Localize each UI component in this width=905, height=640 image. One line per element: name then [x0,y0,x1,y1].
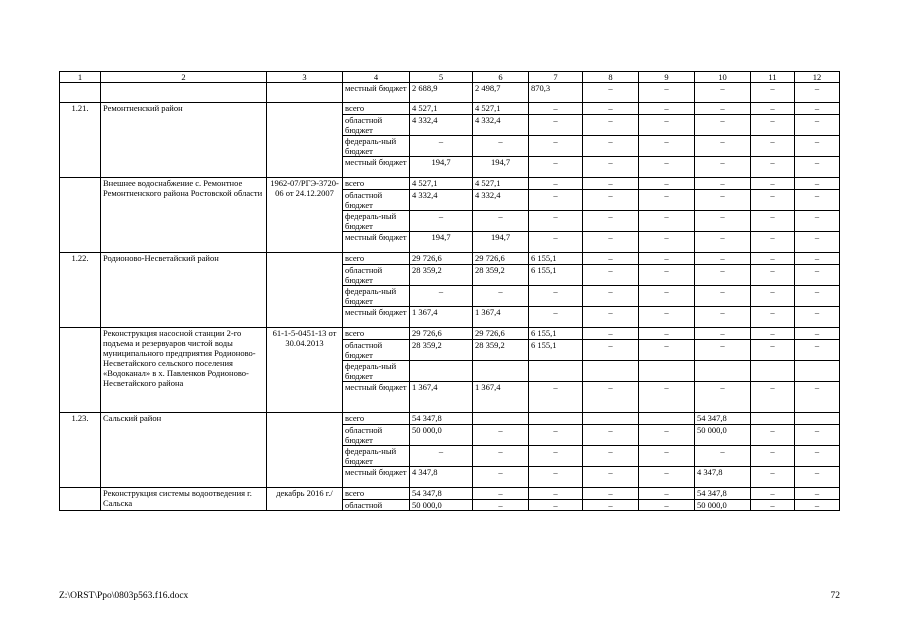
table-cell: – [695,340,751,361]
table-cell: – [529,286,583,307]
table-cell: – [583,103,639,115]
table-cell: – [795,83,840,103]
table-cell: 6 155,1 [529,340,583,361]
table-cell: – [410,446,473,467]
table-cell: 4 332,4 [410,115,473,136]
table-cell: – [583,83,639,103]
column-number: 1 [60,72,101,83]
table-cell: – [795,286,840,307]
table-cell [529,413,583,425]
table-cell: 50 000,0 [410,500,473,511]
table-cell: – [639,488,695,500]
table-cell: федераль-ный бюджет [343,361,410,382]
table-cell: – [583,178,639,190]
table-cell: местный бюджет [343,307,410,328]
table-cell [795,413,840,425]
table-cell: федераль-ный бюджет [343,446,410,467]
table-cell: Родионово-Несветайский район [101,253,267,328]
table-row [60,178,840,190]
table-cell: 194,7 [473,157,529,178]
table-cell: – [583,340,639,361]
column-number: 10 [695,72,751,83]
table-cell [267,83,343,103]
table-cell: – [795,232,840,253]
table-cell: 54 347,8 [410,413,473,425]
table-cell: 1.21. [60,103,101,178]
table-cell [60,178,101,253]
table-cell: 194,7 [410,232,473,253]
table-cell: – [795,446,840,467]
table-cell: 4 527,1 [410,103,473,115]
table-cell: – [529,115,583,136]
table-cell: – [751,328,795,340]
table-cell [60,488,101,511]
table-cell: – [751,103,795,115]
table-cell: – [795,178,840,190]
table-cell: 6 155,1 [529,253,583,265]
table-cell [410,361,473,382]
table-cell: федераль-ный бюджет [343,136,410,157]
table-cell: – [639,500,695,511]
table-cell: – [751,265,795,286]
table-cell: – [473,446,529,467]
table-cell: 1 367,4 [473,307,529,328]
table-cell: – [795,115,840,136]
table-cell: – [639,103,695,115]
table-cell: Внешнее водоснабжение с. Ремонтное Ремонтненского района Ростовской области [101,178,267,253]
table-cell [639,361,695,382]
table-cell: – [583,211,639,232]
column-number-row [60,72,840,83]
table-cell [60,328,101,413]
table-cell: – [529,232,583,253]
table-cell: – [751,286,795,307]
table-cell: – [751,425,795,446]
table-cell: – [751,136,795,157]
table-cell: – [529,425,583,446]
table-cell: – [751,253,795,265]
table-cell: – [583,136,639,157]
table-cell: – [795,136,840,157]
column-number: 7 [529,72,583,83]
table-cell: 61-1-5-0451-13 от 30.04.2013 [267,328,343,413]
table-cell: – [583,157,639,178]
table-cell: 1 367,4 [410,382,473,413]
table-cell: – [795,190,840,211]
table-cell: местный бюджет [343,83,410,103]
table-cell [583,361,639,382]
table-cell: – [583,328,639,340]
table-cell: – [795,157,840,178]
table-cell: 1 367,4 [473,382,529,413]
table-cell: – [529,178,583,190]
table-cell: 4 527,1 [473,103,529,115]
table-cell: – [529,467,583,488]
table-cell: – [751,340,795,361]
table-cell: 29 726,6 [410,253,473,265]
table-cell [473,361,529,382]
table-cell: 4 332,4 [473,115,529,136]
table-cell: 54 347,8 [695,413,751,425]
table-cell: – [695,136,751,157]
table-cell: – [583,190,639,211]
table-cell: – [473,488,529,500]
table-cell: – [583,286,639,307]
table-cell: 28 359,2 [410,340,473,361]
table-cell: – [795,500,840,511]
table-cell: – [639,136,695,157]
table-cell: 54 347,8 [410,488,473,500]
table-row [60,83,840,103]
table-cell: всего [343,178,410,190]
table-cell: федераль-ный бюджет [343,286,410,307]
table-cell [60,83,101,103]
table-cell: 4 527,1 [473,178,529,190]
table-cell: – [529,446,583,467]
table-cell: – [795,307,840,328]
table-cell: 29 726,6 [410,328,473,340]
table-cell: – [695,446,751,467]
table-cell: – [695,178,751,190]
table-cell: – [639,83,695,103]
column-number: 3 [267,72,343,83]
table-cell: – [639,265,695,286]
table-cell [751,361,795,382]
table-cell: 50 000,0 [695,500,751,511]
table-cell [529,361,583,382]
table-cell: областной бюджет [343,340,410,361]
table-cell: – [639,115,695,136]
table-cell: – [639,425,695,446]
table-cell: всего [343,103,410,115]
table-cell: – [529,500,583,511]
table-cell: 870,3 [529,83,583,103]
table-cell [267,413,343,488]
table-cell: федераль-ный бюджет [343,211,410,232]
table-cell: – [410,211,473,232]
table-row [60,413,840,425]
table-cell: – [695,103,751,115]
table-cell: 2 688,9 [410,83,473,103]
table-cell [583,413,639,425]
table-cell: – [751,500,795,511]
table-cell: – [795,328,840,340]
table-cell: 6 155,1 [529,328,583,340]
table-cell: – [529,307,583,328]
table-cell: – [583,425,639,446]
table-row [60,328,840,340]
table-cell [795,361,840,382]
page-number: 72 [830,591,840,601]
table-cell: всего [343,253,410,265]
table-cell: – [695,157,751,178]
table-cell: – [583,488,639,500]
table-cell: – [473,211,529,232]
table-cell: 1.22. [60,253,101,328]
table-cell: – [583,265,639,286]
table-cell: – [795,253,840,265]
table-cell: – [695,328,751,340]
table-cell: – [695,286,751,307]
table-cell [473,413,529,425]
table-cell: – [795,467,840,488]
table-cell: областной бюджет [343,425,410,446]
table-cell: – [639,253,695,265]
table-cell: 50 000,0 [410,425,473,446]
table-cell: 29 726,6 [473,328,529,340]
table-cell: областной бюджет [343,265,410,286]
table-cell: – [639,232,695,253]
table-cell: – [639,467,695,488]
table-cell: – [529,382,583,413]
table-cell: – [751,157,795,178]
table-cell: – [751,115,795,136]
table-cell: 28 359,2 [473,340,529,361]
table-cell: всего [343,328,410,340]
table-cell: – [695,265,751,286]
table-cell: – [751,190,795,211]
table-cell: – [751,211,795,232]
table-row [60,103,840,115]
column-number: 12 [795,72,840,83]
table-cell: 4 347,8 [410,467,473,488]
table-cell: – [639,190,695,211]
table-cell: Реконструкция системы водоотведения г. Сальска [101,488,267,511]
table-cell: – [473,467,529,488]
table-cell: – [751,307,795,328]
column-number: 2 [101,72,267,83]
table-cell: – [695,115,751,136]
table-cell: всего [343,488,410,500]
table-cell: 4 332,4 [473,190,529,211]
table-cell: 4 347,8 [695,467,751,488]
table-cell: – [473,425,529,446]
table-cell: – [583,467,639,488]
table-cell: – [639,157,695,178]
footer-file-path: Z:\ORST\Ppo\0803p563.f16.docx [59,591,189,601]
table-cell: – [639,340,695,361]
table-cell: – [529,190,583,211]
table-cell: – [639,328,695,340]
table-cell: – [751,488,795,500]
table-cell: – [695,307,751,328]
table-cell [267,103,343,178]
table-cell: – [695,190,751,211]
table-cell: – [473,500,529,511]
table-cell: – [795,265,840,286]
table-cell [751,413,795,425]
table-cell: – [529,103,583,115]
table-cell: – [583,115,639,136]
column-number: 6 [473,72,529,83]
table-cell: – [695,253,751,265]
column-number: 9 [639,72,695,83]
table-cell: – [529,136,583,157]
table-cell: – [695,83,751,103]
table-cell: – [410,286,473,307]
table-cell: 4 527,1 [410,178,473,190]
table-cell: – [639,446,695,467]
table-cell: 1 367,4 [410,307,473,328]
table-cell: – [751,83,795,103]
table-cell: – [795,425,840,446]
table-cell: – [795,103,840,115]
table-cell: 4 332,4 [410,190,473,211]
table-cell: – [529,488,583,500]
table-cell: – [529,211,583,232]
table-cell: областной бюджет [343,115,410,136]
table-row [60,488,840,500]
table-cell [639,413,695,425]
table-cell: – [529,157,583,178]
table-cell: местный бюджет [343,382,410,413]
table-cell: Сальский район [101,413,267,488]
table-cell: областной бюджет [343,190,410,211]
column-number: 5 [410,72,473,83]
table-cell: – [751,446,795,467]
table-cell: Реконструкция насосной станции 2-го подъема и резервуаров чистой воды муниципального предприятия Родионово-Несветайского сельского поселения «Водоканал» в х. Павленков Родионово-Несветайского района [101,328,267,413]
table-cell: – [751,382,795,413]
table-cell: – [795,488,840,500]
table-cell [101,83,267,103]
column-number: 11 [751,72,795,83]
table-cell: – [695,211,751,232]
table-cell: областной [343,500,410,511]
table-cell: – [583,307,639,328]
table-cell: – [639,382,695,413]
table-cell: – [751,178,795,190]
table-cell [695,361,751,382]
table-cell: – [639,211,695,232]
table-cell: – [583,253,639,265]
table-cell: – [795,211,840,232]
table-cell: – [795,382,840,413]
table-cell: 29 726,6 [473,253,529,265]
budget-table [59,71,840,511]
table-cell [267,253,343,328]
table-cell: – [583,446,639,467]
table-cell: 28 359,2 [410,265,473,286]
table-cell: 28 359,2 [473,265,529,286]
table-cell: 1.23. [60,413,101,488]
table-cell: – [473,286,529,307]
table-cell: – [583,232,639,253]
table-cell: – [751,467,795,488]
table-cell: – [410,136,473,157]
table-cell: 54 347,8 [695,488,751,500]
table-cell: – [583,382,639,413]
column-number: 4 [343,72,410,83]
table-cell: – [583,500,639,511]
table-cell: – [473,136,529,157]
table-cell: – [639,307,695,328]
table-cell: декабрь 2016 г./ [267,488,343,511]
table-cell: – [795,340,840,361]
table-row [60,253,840,265]
table-cell: – [695,232,751,253]
table-cell: 2 498,7 [473,83,529,103]
table-cell: всего [343,413,410,425]
table-cell: – [751,232,795,253]
table-cell: – [639,178,695,190]
table-cell: 194,7 [410,157,473,178]
table-cell: 6 155,1 [529,265,583,286]
table-cell: – [695,382,751,413]
table-body [60,72,840,511]
table-cell: 194,7 [473,232,529,253]
table-cell: местный бюджет [343,467,410,488]
table-cell: 1962-07/РГЭ-3720-06 от 24.12.2007 [267,178,343,253]
table-cell: 50 000,0 [695,425,751,446]
table-cell: местный бюджет [343,232,410,253]
table-cell: Ремонтненский район [101,103,267,178]
table-cell: местный бюджет [343,157,410,178]
table-cell: – [639,286,695,307]
column-number: 8 [583,72,639,83]
